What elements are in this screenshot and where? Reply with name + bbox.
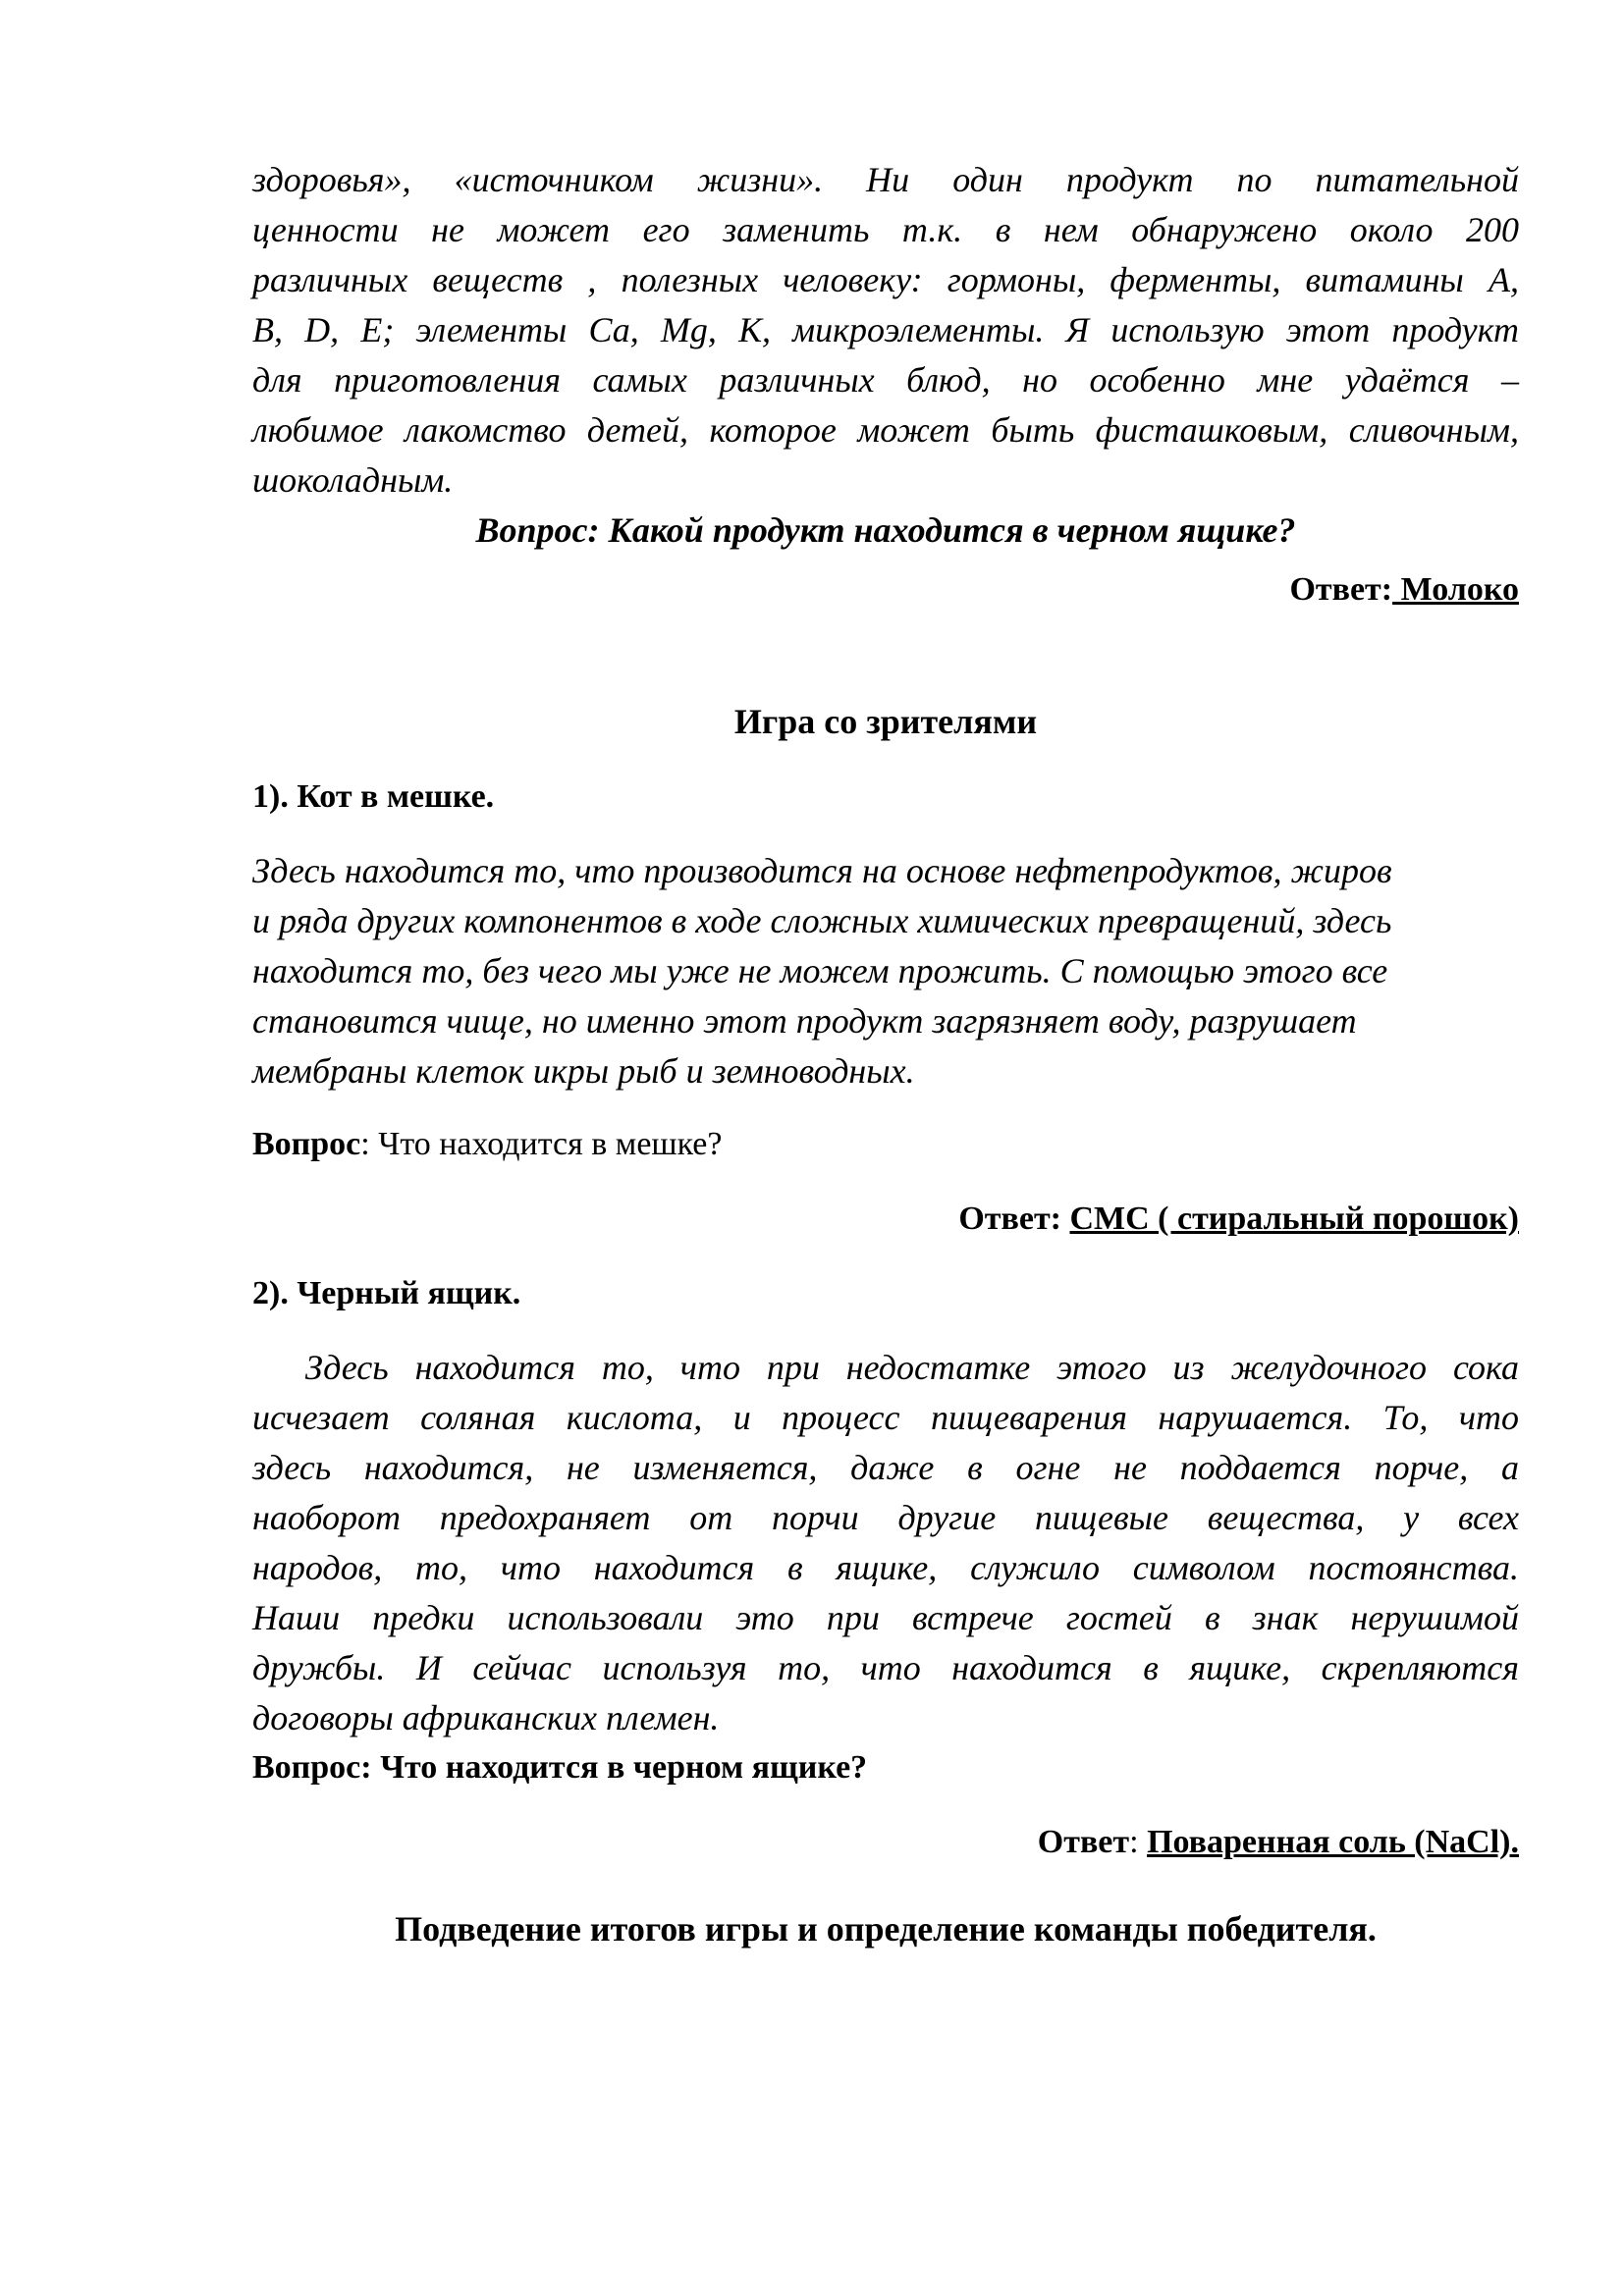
intro-line: шоколадным. (252, 460, 454, 500)
question-text: : Что находится в мешке? (360, 1126, 723, 1162)
item2-line: народов, то, что находится в ящике, служило символом постоянства. (252, 1548, 1519, 1587)
item2-answer (252, 1818, 1519, 1867)
intro-line: различных веществ , полезных человеку: гормоны, ферменты, витамины А, (252, 260, 1519, 299)
intro-paragraph (252, 155, 1519, 506)
conclusion-heading: Подведение итогов игры и определение команды победителя. (395, 1909, 1377, 1949)
answer-value: Молоко (1392, 571, 1519, 608)
document-page (252, 155, 1519, 1953)
answer-separator: : (1129, 1824, 1148, 1860)
item2-heading: 2). Черный ящик. (252, 1275, 521, 1311)
answer-label: Ответ: (958, 1201, 1070, 1237)
item1-line: мембраны клеток икры рыб и земноводных. (252, 1051, 915, 1091)
item2-line: договоры африканских племен. (252, 1698, 720, 1737)
answer-label: Ответ (1037, 1824, 1130, 1860)
question-label: Вопрос (252, 1126, 361, 1162)
section-title: Игра со зрителями (733, 702, 1038, 741)
item1-paragraph (252, 846, 1519, 1096)
item1-line: становится чище, но именно этот продукт загрязняет воду, разрушает (252, 1001, 1357, 1041)
answer-value: Поваренная соль (NaCl). (1147, 1824, 1519, 1860)
intro-answer (252, 565, 1519, 614)
answer-label: Ответ: (1289, 571, 1393, 608)
intro-line: для приготовления самых различных блюд, но особенно мне удаётся – (252, 360, 1519, 400)
item1-question (252, 1120, 1519, 1169)
item2-line: дружбы. И сейчас используя то, что находится в ящике, скрепляются (252, 1648, 1519, 1687)
item2-line: Здесь находится то, что при недостатке этого из желудочного сока (252, 1348, 1519, 1387)
intro-line: здоровья», «источником жизни». Ни один продукт по питательной (252, 160, 1519, 199)
item2-paragraph (252, 1343, 1519, 1743)
answer-value: СМС ( стиральный порошок) (1069, 1201, 1519, 1237)
intro-line: ценности не может его заменить т.к. в нем обнаружено около 200 (252, 210, 1519, 249)
item1-line: и ряда других компонентов в ходе сложных химических превращений, здесь (252, 901, 1392, 940)
item1-line: находится то, без чего мы уже не можем прожить. С помощью этого все (252, 951, 1388, 990)
item2-line: исчезает соляная кислота, и процесс пищеварения нарушается. То, что (252, 1398, 1519, 1437)
item2-question: Вопрос: Что находится в черном ящике? (252, 1749, 868, 1786)
item1-heading: 1). Кот в мешке. (252, 778, 495, 815)
item2-line: Наши предки использовали это при встрече гостей в знак нерушимой (252, 1598, 1519, 1637)
item2-line: наоборот предохраняет от порчи другие пищевые вещества, у всех (252, 1498, 1519, 1537)
item1-answer (252, 1195, 1519, 1244)
intro-question: Вопрос: Какой продукт находится в черном ящике? (475, 510, 1296, 550)
item2-line: здесь находится, не изменяется, даже в огне не поддается порче, а (252, 1448, 1519, 1487)
intro-line: любимое лакомство детей, которое может быть фисташковым, сливочным, (252, 410, 1519, 450)
intro-line: В, D, Е; элементы Са, Mg, К, микроэлементы. Я использую этот продукт (252, 310, 1519, 349)
item1-line: Здесь находится то, что производится на основе нефтепродуктов, жиров (252, 851, 1392, 890)
